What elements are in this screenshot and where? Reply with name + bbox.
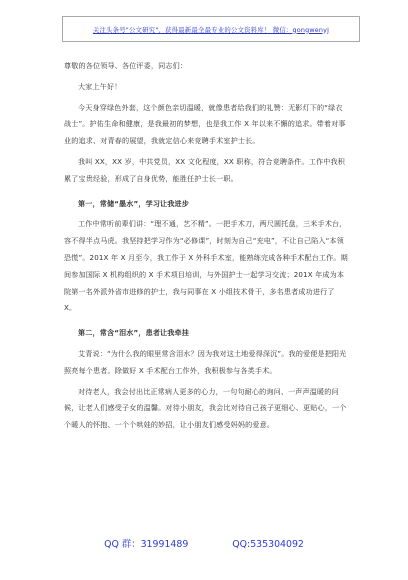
header-banner-text[interactable]: 关注头条号"公文研究"，获得最新最全最专业的公文资料库！ 微信：gongwenyj — [92, 25, 330, 34]
salutation: 尊敬的各位领导、各位评委，同志们： — [64, 61, 188, 70]
section-heading-learning: 第一，常储“墨水”，学习让我进步 — [78, 198, 190, 208]
paragraph-introduction: 今天身穿绿色外套，这个颜色亲切温暖，就像患者给我们的礼赞：无影灯下的“绿衣战士”。护佑生命和健康，是我最初的梦想，也是我工作 X 年以来不懈的追求。带着对事业的追求、对青春的展望，我就定信心来竞聘手术室护士长。 — [64, 102, 346, 146]
greeting: 大家上午好！ — [78, 81, 122, 91]
document-body — [64, 58, 348, 434]
footer-contact — [0, 536, 408, 550]
header-banner — [62, 16, 360, 42]
footer-qq: QQ:535304092 — [232, 539, 304, 550]
paragraph-learning: 工作中常听前辈们讲：“理不通，艺不精”。一把手术刀，两尺圆托盘，三米手术台，容不得半点马虎。我坚持把学习作为“必修课”，时刻为自己“充电”，不让自己陷入“本领恐慌”。201X 年 X 月至今，我工作于 X 外科手术室，能熟练完成各种手术配台工作。期间参加国际 X 机构组织的 X 手术项目培训，与外国护士一起学习交流；201X 年成为本院第一名外派外省市进修的护士，我与同事在 X 小组技术骨干，多名患者成功进行了 X。 — [64, 219, 348, 313]
paragraph-patients-2: 对待老人，我会付出比正常病人更多的心力，一句句耐心的询问、一声声温暖的问候，让老人们感受子女的温馨。对待小朋友，我会比对待自己孩子更细心、更贴心，一个个暖人的怀抱、一个个哄娃的妙招，让小朋友们感受妈妈的爱意。 — [64, 386, 347, 430]
footer-qq-group: QQ 群：31991489 — [104, 539, 189, 550]
section-heading-patients: 第二，常含“泪水”，患者让我牵挂 — [78, 328, 190, 338]
paragraph-self-introduction: 我叫 XX，XX 岁，中共党员，XX 文化程度，XX 职称，符合竞聘条件。工作中我积累了宝贵经验，形成了自身优势，能胜任护士长一职。 — [64, 156, 346, 183]
paragraph-patients-1: 艾青说：“为什么我的眼里常含泪水？因为我对这土地爱得深沉”。我的爱便是把阳光照亮每个患者。除做好 X 手术配台工作外，我积极参与各类手术。 — [64, 348, 347, 375]
